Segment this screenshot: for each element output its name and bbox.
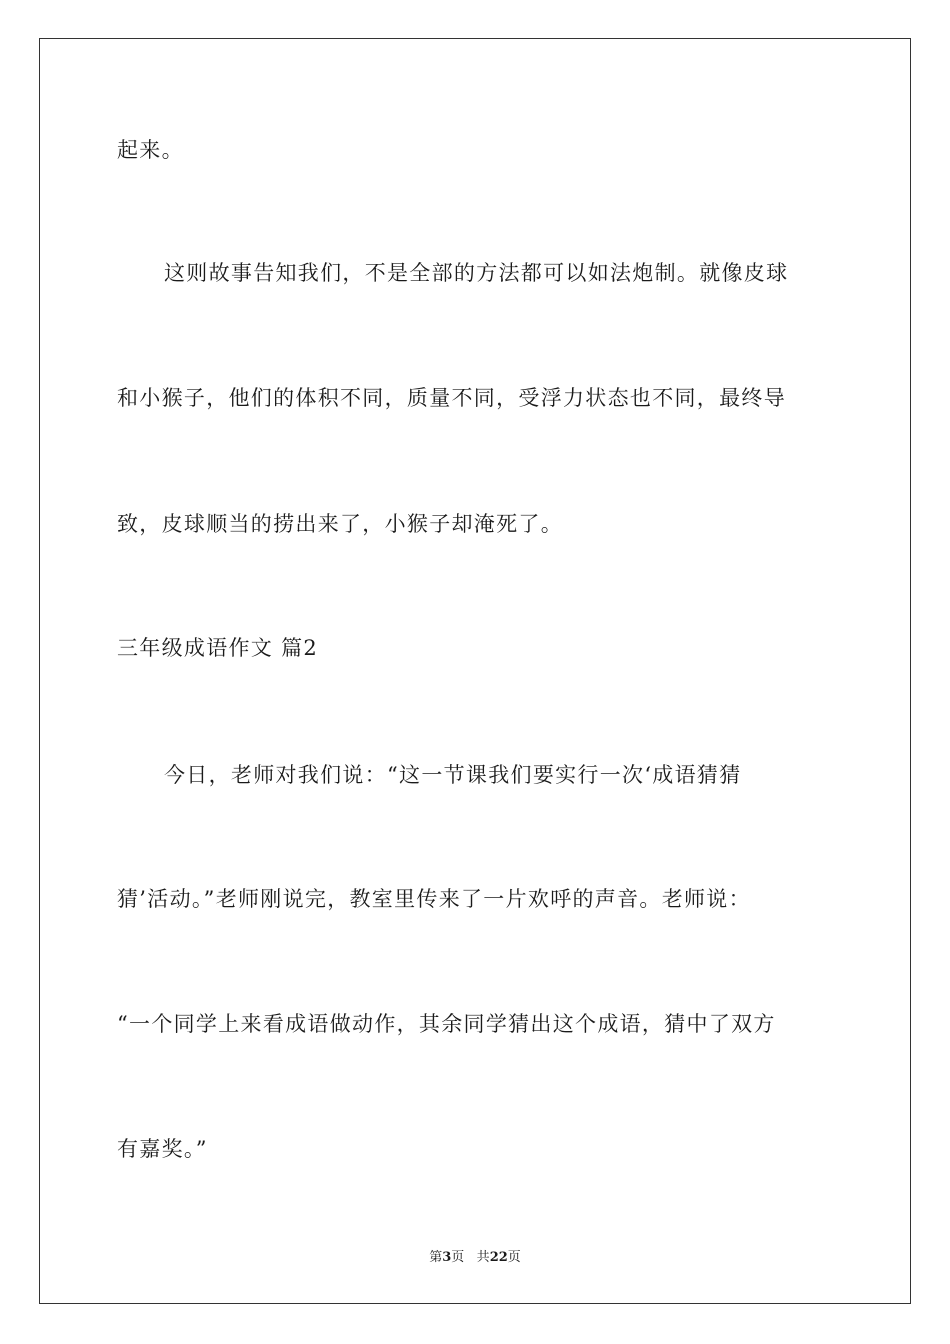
- paragraph-2-line-2: 猜’活动。”老师刚说完，教室里传来了一片欢呼的声音。老师说：: [117, 887, 751, 911]
- paragraph-1-line-3: 致，皮球顺当的捞出来了，小猴子却淹死了。: [117, 512, 563, 536]
- footer-total-suffix: 页: [507, 1250, 521, 1265]
- footer-page-prefix: 第: [429, 1250, 443, 1265]
- paragraph-2-line-4: 有嘉奖。”: [117, 1137, 208, 1161]
- paragraph-2-line-3: “一个同学上来看成语做动作，其余同学猜出这个成语，猜中了双方: [117, 1012, 776, 1036]
- text-line-1: 起来。: [117, 138, 184, 162]
- footer-page-suffix: 页: [451, 1250, 465, 1265]
- footer-total-prefix: 共: [476, 1250, 490, 1265]
- page-frame: [39, 38, 911, 1304]
- paragraph-2-line-1: 今日，老师对我们说：“这一节课我们要实行一次‘成语猜猜: [164, 763, 742, 787]
- paragraph-1-line-2: 和小猴子，他们的体积不同，质量不同，受浮力状态也不同，最终导: [117, 386, 786, 410]
- footer-total-pages: 22: [489, 1250, 508, 1265]
- paragraph-1-line-1: 这则故事告知我们，不是全部的方法都可以如法炮制。就像皮球: [164, 261, 789, 285]
- page-footer: [0, 1249, 950, 1267]
- section-heading: 三年级成语作文 篇2: [117, 636, 319, 660]
- footer-page-number: 3: [442, 1250, 452, 1265]
